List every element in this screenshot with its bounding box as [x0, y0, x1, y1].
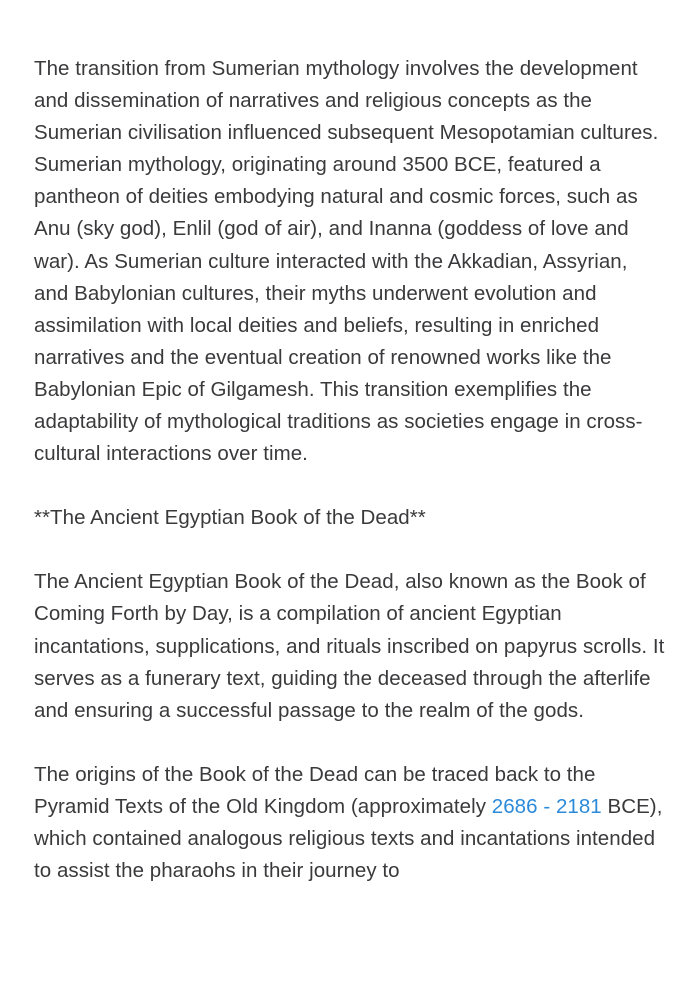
origins-text-start: The origins of the Book of the Dead can be traced back to the Pyramid Texts of the Old Kingdom (approximately: [34, 762, 596, 818]
paragraph-sumerian-transition: The transition from Sumerian mythology involves the development and dissemination of narratives and religious concepts as the Sumerian civilisation influenced subsequent Mesopotamian cultures. Sumerian mythology, originating around 3500 BCE, featured a pantheon of deities embodying natural and cosmic forces, such as Anu (sky god), Enlil (god of air), and Inanna (goddess of love and war). As Sumerian culture interacted with the Akkadian, Assyrian, and Babylonian cultures, their myths underwent evolution and assimilation with local deities and beliefs, resulting in enriched narratives and the eventual creation of renowned works like the Babylonian Epic of Gilgamesh. This transition exemplifies the adaptability of mythological traditions as societies engage in cross-cultural interactions over time.: [34, 57, 659, 466]
paragraph-book-of-the-dead-intro: The Ancient Egyptian Book of the Dead, also known as the Book of Coming Forth by Day, is a compilation of ancient Egyptian incantations, supplications, and rituals inscribed on papyrus scrolls. It serves as a funerary text, guiding the deceased through the afterlife and ensuring a successful passage to the realm of the gods.: [34, 570, 665, 722]
origins-text-end: BCE), which contained analogous religious texts and incantations intended to assist the pharaohs in their journey to: [34, 794, 663, 883]
paragraph-book-of-the-dead-origins: [34, 759, 665, 887]
section-heading-book-of-the-dead: **The Ancient Egyptian Book of the Dead**: [34, 506, 426, 530]
detected-number-link[interactable]: 2686 - 2181: [491, 794, 602, 818]
